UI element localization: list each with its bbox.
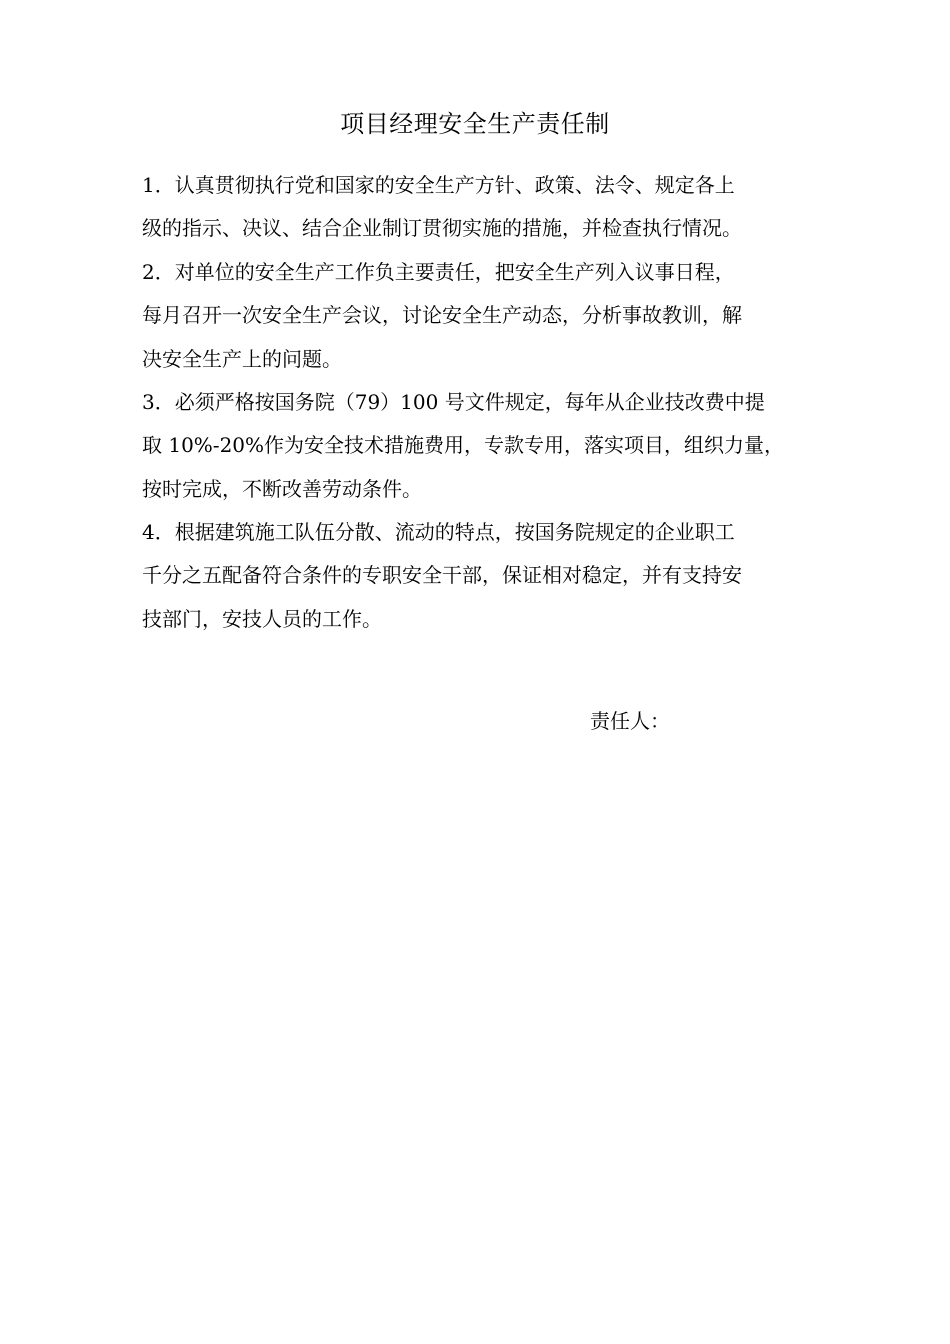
body-line: 1．认真贯彻执行党和国家的安全生产方针、政策、法令、规定各上 (142, 173, 735, 197)
body-line: 每月召开一次安全生产会议，讨论安全生产动态，分析事故教训，解 (142, 303, 742, 327)
body-line: 取 10%-20%作为安全技术措施费用，专款专用，落实项目，组织力量， (142, 433, 785, 457)
body-line: 4．根据建筑施工队伍分散、流动的特点，按国务院规定的企业职工 (142, 520, 735, 544)
body-line: 级的指示、决议、结合企业制订贯彻实施的措施，并检查执行情况。 (142, 216, 742, 240)
body-line: 千分之五配备符合条件的专职安全干部，保证相对稳定，并有支持安 (142, 563, 742, 587)
body-line: 3．必须严格按国务院（79）100 号文件规定，每年从企业技改费中提 (142, 390, 765, 414)
document-title: 项目经理安全生产责任制 (340, 110, 610, 138)
body-line: 2．对单位的安全生产工作负主要责任，把安全生产列入议事日程， (142, 260, 735, 284)
signature-label: 责任人： (590, 709, 670, 733)
body-line: 按时完成，不断改善劳动条件。 (142, 477, 422, 501)
body-line: 技部门，安技人员的工作。 (142, 607, 382, 631)
body-line: 决安全生产上的问题。 (142, 347, 342, 371)
